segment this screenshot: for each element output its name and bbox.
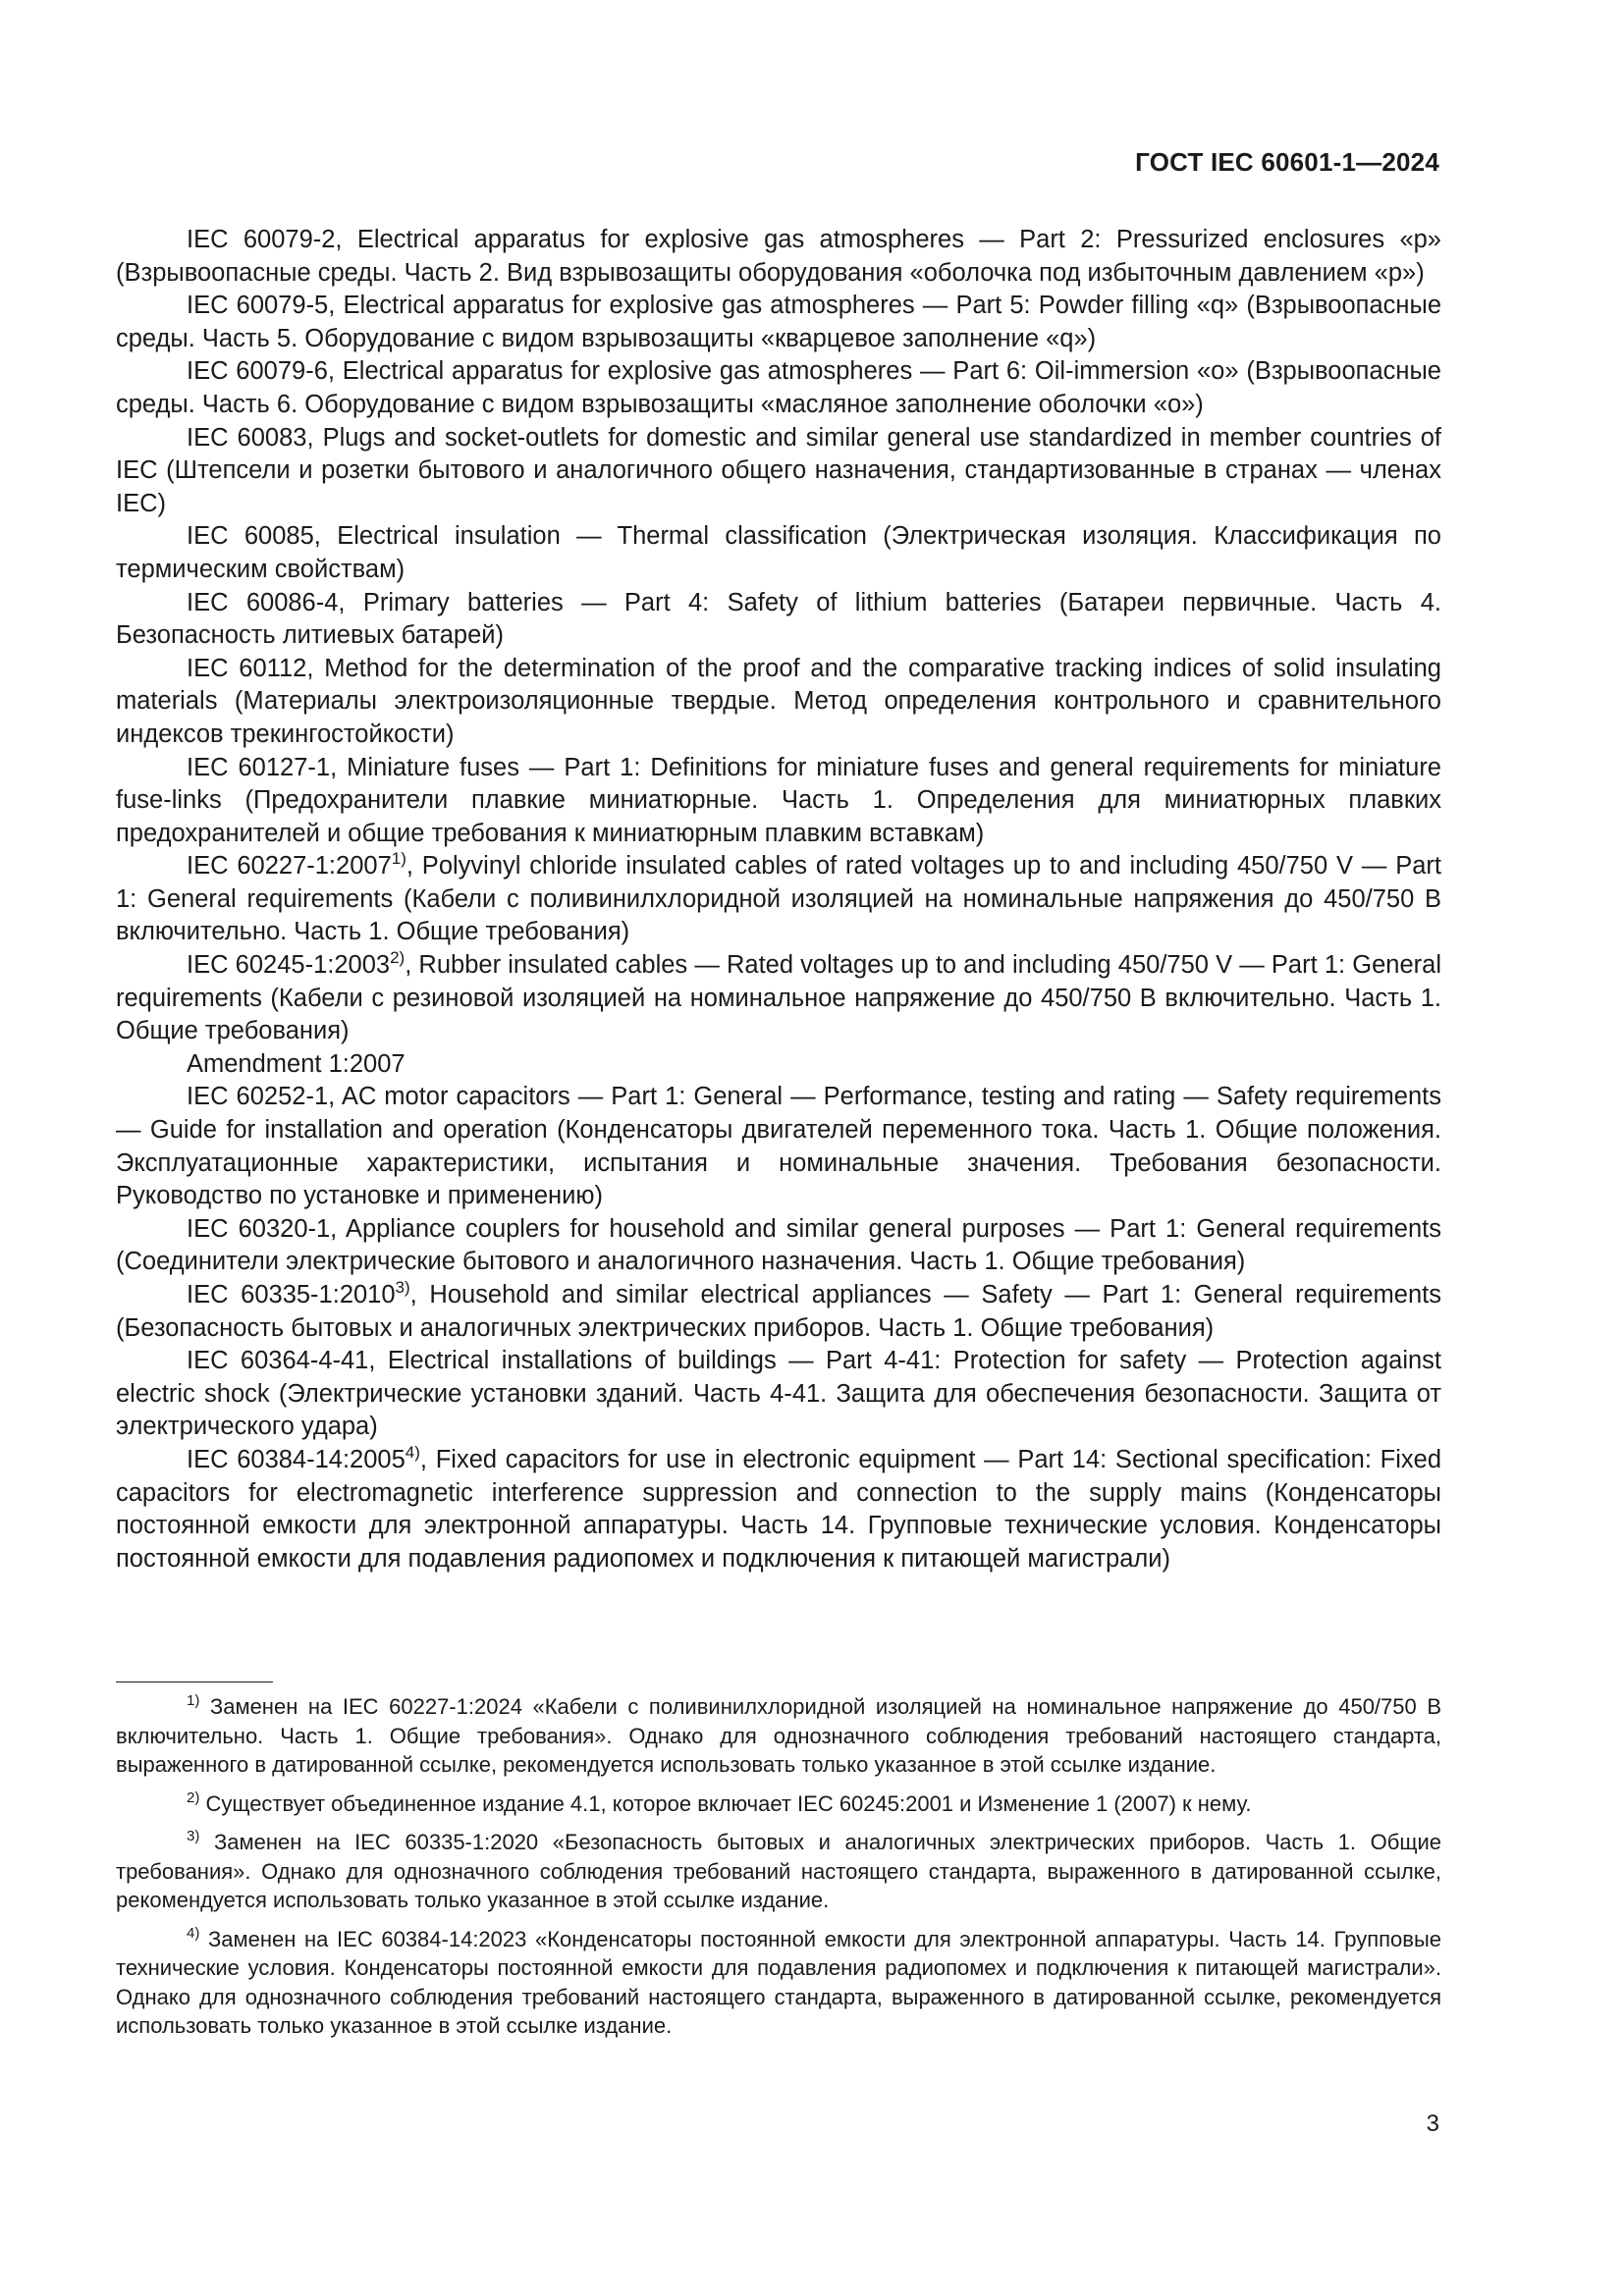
reference-text: , Polyvinyl chloride insulated cables of rated voltages up to and including 450/750 V — Part 1: General requirements (Кабели с поливинилхлоридной изоляцией на номинальные напряжения до 450/750 В включительно. Часть 1. Общие требования) — [116, 852, 1441, 946]
reference-text: IEC 60086-4, Primary batteries — Part 4: Safety of lithium batteries (Батареи первичные. Часть 4. Безопасность литиевых батарей) — [116, 588, 1441, 650]
reference-text: , Household and similar electrical appliances — Safety — Part 1: General requirements (Безопасность бытовых и аналогичных электрических приборов. Часть 1. Общие требования) — [116, 1281, 1441, 1342]
footnote — [116, 1692, 1441, 1780]
footnote — [116, 1925, 1441, 2041]
reference-text: IEC 60127-1, Miniature fuses — Part 1: Definitions for miniature fuses and general requirements for miniature fuse-links (Предохранители плавкие миниатюрные. Часть 1. Определения для миниатюрных плавких предохранителей и общие требования к миниатюрным плавким вставкам) — [116, 753, 1441, 847]
reference-text: IEC 60384-14:2005 — [187, 1445, 406, 1473]
reference-text: , Fixed capacitors for use in electronic equipment — Part 14: Sectional specification: Fixed capacitors for electromagnetic interference suppression and connection to the supply mains (Конденсаторы постоянной емкости для электронной аппаратуры. Часть 14. Групповые технические условия. Конденсаторы постоянной емкости для подавления радиопомех и подключения к питающей магистрали) — [116, 1445, 1441, 1573]
reference-text: IEC 60085, Electrical insulation — Thermal classification (Электрическая изоляция. Классификация по термическим свойствам) — [116, 522, 1441, 583]
reference-entry — [116, 1213, 1441, 1279]
footnote-text: Заменен на IEC 60384-14:2023 «Конденсаторы постоянной емкости для электронной аппаратуры. Часть 14. Групповые технические условия. Конденсаторы постоянной емкости для подавления радиопомех и подключения к питающей магистрали». Однако для однозначного соблюдения требований настоящего стандарта, выраженного в датированной ссылке, рекомендуется использовать только указанное в этой ссылке издание. — [116, 1926, 1441, 2038]
normative-references — [116, 224, 1441, 1575]
reference-text: IEC 60252-1, AC motor capacitors — Part 1: General — Performance, testing and rating — Safety requirements — Guide for installation and operation (Конденсаторы двигателей переменного тока. Часть 1. Общие положения. Эксплуатационные характеристики, испытания и номинальные значения. Требования безопасности. Руководство по установке и применению) — [116, 1083, 1441, 1210]
reference-text: IEC 60079-5, Electrical apparatus for explosive gas atmospheres — Part 5: Powder filling «q» (Взрывоопасные среды. Часть 5. Оборудование с видом взрывозащиты «кварцевое заполнение «q») — [116, 292, 1441, 352]
reference-text: IEC 60083, Plugs and socket-outlets for domestic and similar general use standardized in member countries of IEC (Штепсели и розетки бытового и аналогичного общего назначения, стандартизованные в странах — членах IEC) — [116, 423, 1441, 517]
reference-entry — [116, 1081, 1441, 1212]
reference-text: Amendment 1:2007 — [187, 1049, 406, 1078]
reference-text: IEC 60079-2, Electrical apparatus for explosive gas atmospheres — Part 2: Pressurized enclosures «p» (Взрывоопасные среды. Часть 2. Вид взрывозащиты оборудования «оболочка под избыточным давлением «p») — [116, 226, 1441, 287]
document-header: ГОСТ IEC 60601-1—2024 — [1135, 147, 1439, 177]
footnote-ref[interactable]: 2) — [390, 948, 406, 968]
footnote-text: Существует объединенное издание 4.1, которое включает IEC 60245:2001 и Изменение 1 (2007) к нему. — [199, 1790, 1252, 1816]
footnote-mark: 3) — [187, 1828, 200, 1844]
reference-entry — [116, 422, 1441, 521]
footnote — [116, 1828, 1441, 1915]
page-number: 3 — [1426, 2110, 1439, 2137]
reference-entry — [116, 1048, 1441, 1082]
footnote-ref[interactable]: 4) — [405, 1442, 420, 1462]
reference-entry — [116, 355, 1441, 421]
footnote-mark: 4) — [187, 1924, 200, 1942]
reference-text: IEC 60245-1:2003 — [187, 951, 391, 980]
reference-entry — [116, 1345, 1441, 1444]
reference-entry — [116, 653, 1441, 752]
reference-entry — [116, 520, 1441, 586]
reference-entry — [116, 949, 1441, 1048]
reference-text: IEC 60335-1:2010 — [187, 1281, 396, 1308]
reference-text: IEC 60227-1:2007 — [187, 852, 392, 881]
footnote-ref[interactable]: 1) — [391, 849, 406, 869]
reference-entry — [116, 850, 1441, 949]
reference-text: IEC 60364-4-41, Electrical installations of buildings — Part 4-41: Protection for safety — Protection against electric shock (Электрические установки зданий. Часть 4-41. Защита для обеспечения безопасности. Защита от электрического удара) — [116, 1347, 1441, 1441]
reference-entry — [116, 752, 1441, 851]
footnote — [116, 1789, 1441, 1819]
footnote-mark: 1) — [187, 1692, 200, 1709]
reference-text: IEC 60112, Method for the determination of the proof and the comparative tracking indices of solid insulating materials (Материалы электроизоляционные твердые. Метод определения контрольного и сравнительного индексов трекингостойкости) — [116, 654, 1441, 748]
reference-entry — [116, 290, 1441, 355]
footnote-text: Заменен на IEC 60227-1:2024 «Кабели с поливинилхлоридной изоляцией на номинальное напряжение до 450/750 В включительно. Часть 1. Общие требования». Однако для однозначного соблюдения требований настоящего стандарта, выраженного в датированной ссылке, рекомендуется использовать только указанное в этой ссылке издание. — [116, 1694, 1441, 1777]
reference-text: IEC 60320-1, Appliance couplers for household and similar general purposes — Part 1: General requirements (Соединители электрические бытового и аналогичного назначения. Часть 1. Общие требования) — [116, 1214, 1441, 1276]
reference-entry — [116, 224, 1441, 290]
reference-text: IEC 60079-6, Electrical apparatus for explosive gas atmospheres — Part 6: Oil-immersion «o» (Взрывоопасные среды. Часть 6. Оборудование с видом взрывозащиты «масляное заполнение оболочки «o») — [116, 357, 1441, 418]
footnote-mark: 2) — [187, 1789, 200, 1806]
footnotes — [116, 1692, 1441, 2051]
reference-entry — [116, 1279, 1441, 1345]
reference-text: , Rubber insulated cables — Rated voltages up to and including 450/750 V — Part 1: General requirements (Кабели с резиновой изоляцией на номинальное напряжение до 450/750 В включительно. Часть 1. Общие требования) — [116, 951, 1441, 1045]
footnote-text: Заменен на IEC 60335-1:2020 «Безопасность бытовых и аналогичных электрических приборов. Часть 1. Общие требования». Однако для однозначного соблюдения требований настоящего стандарта, выраженного в датированной ссылке, рекомендуется использовать только указанное в этой ссылке издание. — [116, 1830, 1441, 1912]
reference-entry — [116, 587, 1441, 653]
reference-entry — [116, 1444, 1441, 1575]
footnote-ref[interactable]: 3) — [395, 1278, 410, 1297]
